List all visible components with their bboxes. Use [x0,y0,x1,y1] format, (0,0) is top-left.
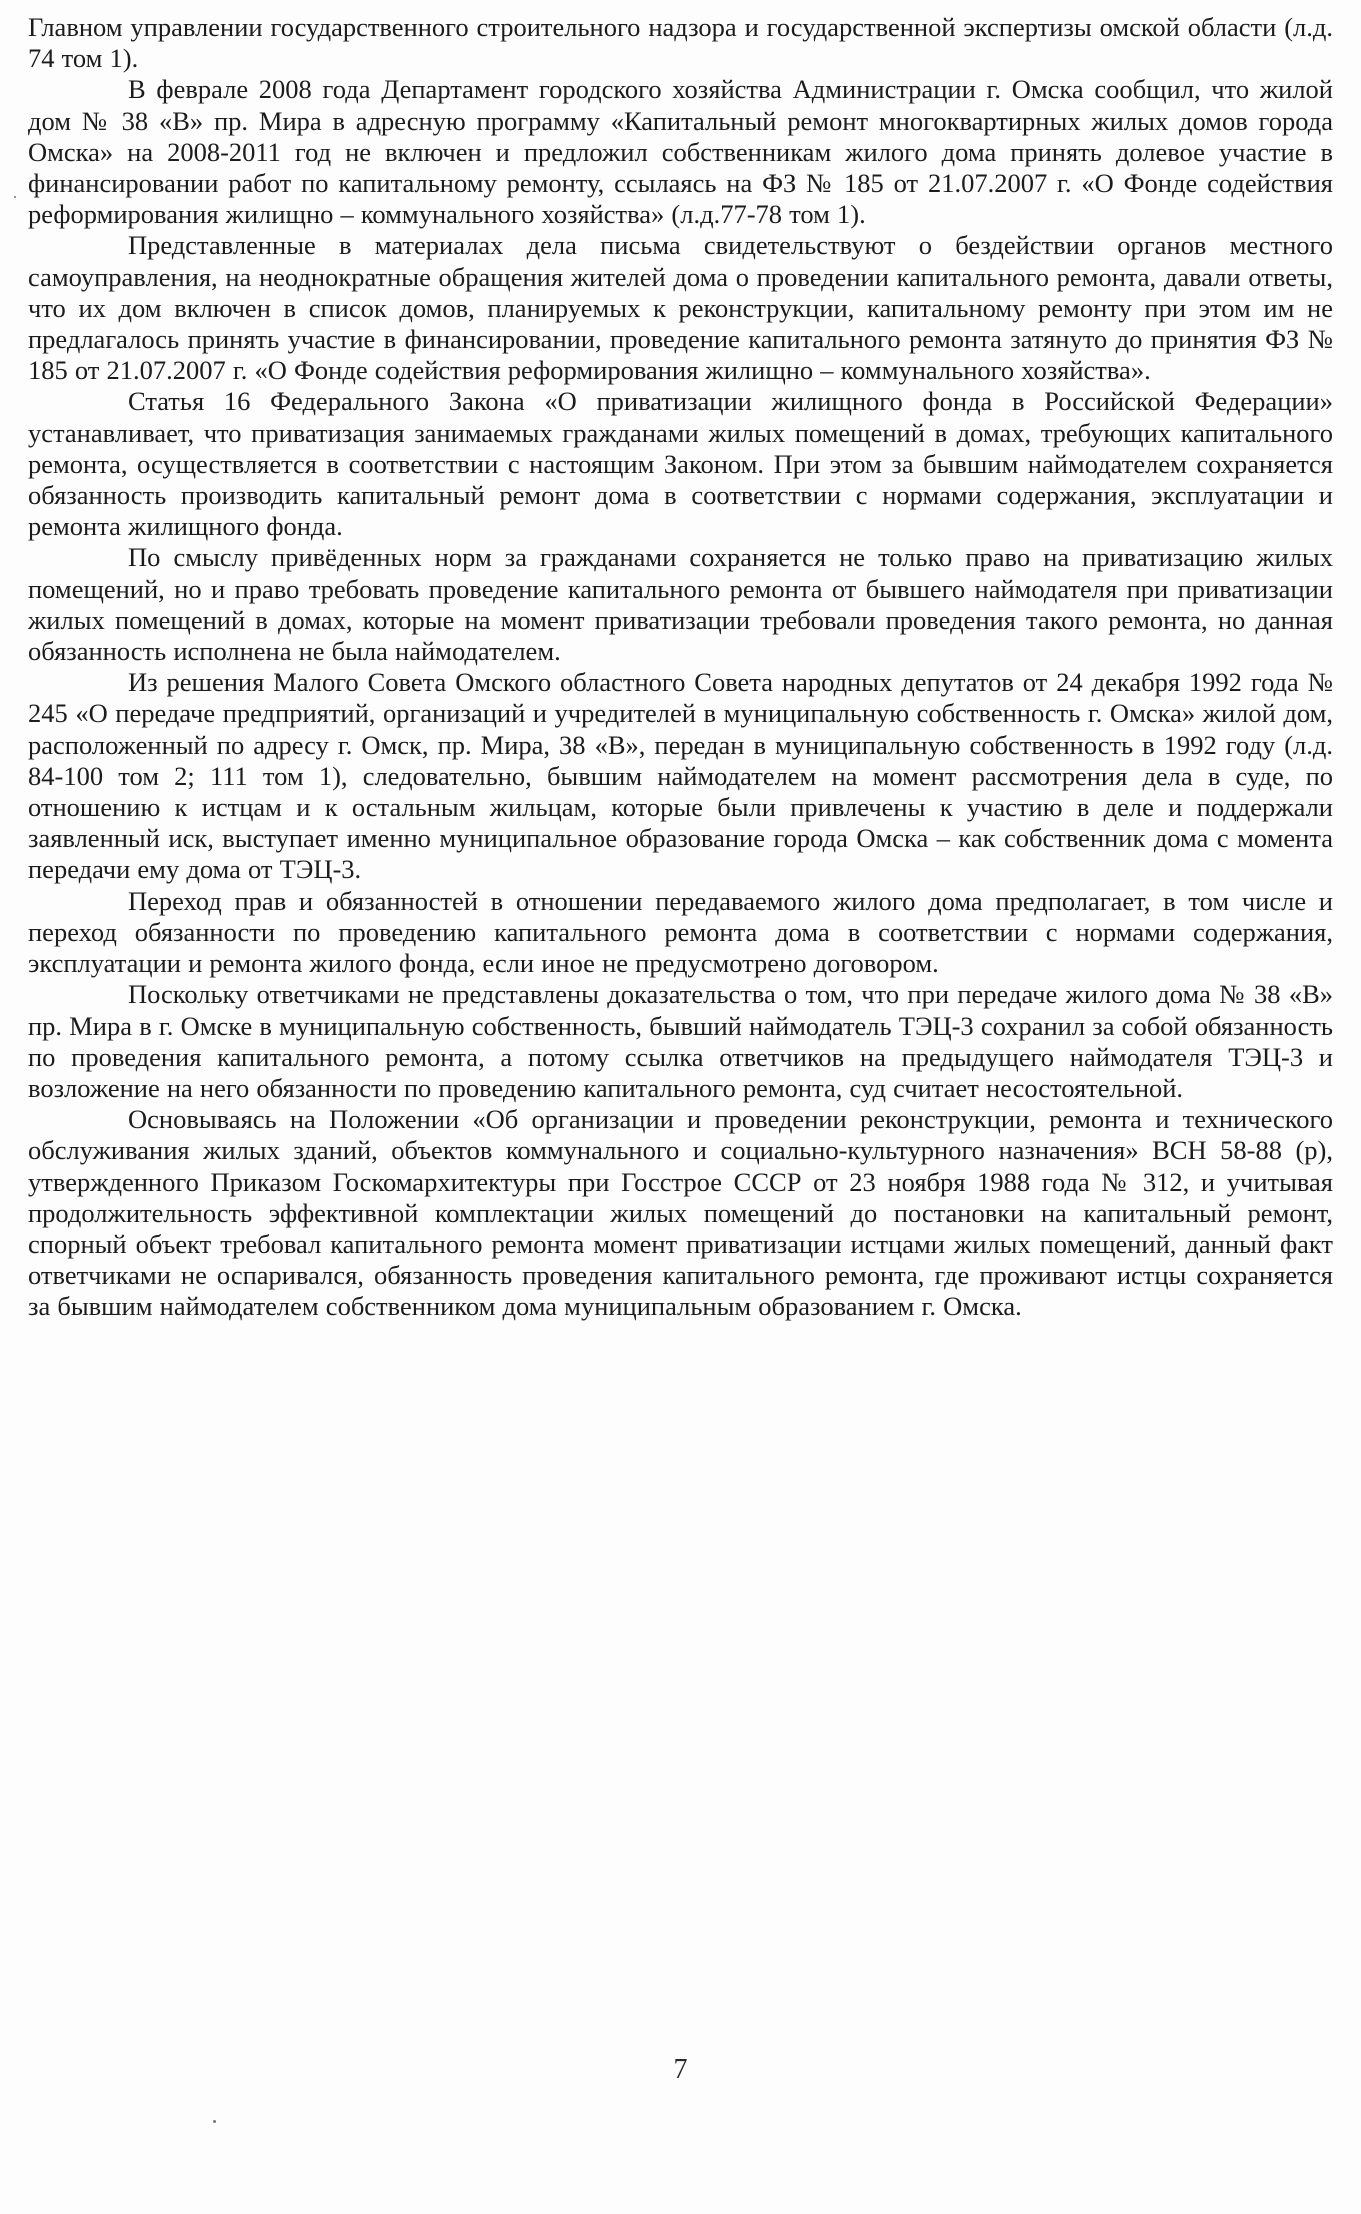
paragraph-1: Главном управлении государственного строительного надзора и государственной экспертизы омской области (л.д. 74 том 1). [28,12,1333,74]
paragraph-4: Статья 16 Федерального Закона «О приватизации жилищного фонда в Российской Федерации» устанавливает, что приватизация занимаемых гражданами жилых помещений в домах, требующих капитального ремонта, осуществляется в соответствии с настоящим Законом. При этом за бывшим наймодателем сохраняется обязанность производить капитальный ремонт дома в соответствии с нормами содержания, эксплуатации и ремонта жилищного фонда. [28,386,1333,542]
paragraph-6: Из решения Малого Совета Омского областного Совета народных депутатов от 24 декабря 1992 года № 245 «О передаче предприятий, организаций и учредителей в муниципальную собственность г. Омска» жилой дом, расположенный по адресу г. Омск, пр. Мира, 38 «В», передан в муниципальную собственность в 1992 году (л.д. 84-100 том 2; 111 том 1), следовательно, бывшим наймодателем на момент рассмотрения дела в суде, по отношению к истцам и к остальным жильцам, которые были привлечены к участию в деле и поддержали заявленный иск, выступает именно муниципальное образование города Омска – как собственник дома с момента передачи ему дома от ТЭЦ-3. [28,667,1333,885]
scan-speck [14,196,16,198]
paragraph-7: Переход прав и обязанностей в отношении передаваемого жилого дома предполагает, в том числе и переход обязанности по проведению капитального ремонта дома в соответствии с нормами содержания, эксплуатации и ремонта жилого фонда, если иное не предусмотрено договором. [28,885,1333,979]
page-number: 7 [673,2054,688,2085]
document-body [28,12,1333,1323]
paragraph-2: В феврале 2008 года Департамент городского хозяйства Администрации г. Омска сообщил, что жилой дом № 38 «В» пр. Мира в адресную программу «Капитальный ремонт многоквартирных жилых домов города Омска» на 2008-2011 год не включен и предложил собственникам жилого дома принять долевое участие в финансировании работ по капитальному ремонту, ссылаясь на ФЗ № 185 от 21.07.2007 г. «О Фонде содействия реформирования жилищно – коммунального хозяйства» (л.д.77-78 том 1). [28,74,1333,230]
paragraph-8: Поскольку ответчиками не представлены доказательства о том, что при передаче жилого дома № 38 «В» пр. Мира в г. Омске в муниципальную собственность, бывший наймодатель ТЭЦ-3 сохранил за собой обязанность по проведения капитального ремонта, а потому ссылка ответчиков на предыдущего наймодателя ТЭЦ-3 и возложение на него обязанности по проведению капитального ремонта, суд считает несостоятельной. [28,979,1333,1103]
paragraph-3: Представленные в материалах дела письма свидетельствуют о бездействии органов местного самоуправления, на неоднократные обращения жителей дома о проведении капитального ремонта, давали ответы, что их дом включен в список домов, планируемых к реконструкции, капитальному ремонту при этом им не предлагалось принять участие в финансировании, проведение капитального ремонта затянуто до принятия ФЗ № 185 от 21.07.2007 г. «О Фонде содействия реформирования жилищно – коммунального хозяйства». [28,230,1333,386]
scan-speck [213,2120,216,2123]
paragraph-9: Основываясь на Положении «Об организации и проведении реконструкции, ремонта и технического обслуживания жилых зданий, объектов коммунального и социально-культурного назначения» ВСН 58-88 (р), утвержденного Приказом Госкомархитектуры при Госстрое СССР от 23 ноября 1988 года № 312, и учитывая продолжительность эффективной комплектации жилых помещений до постановки на капитальный ремонт, спорный объект требовал капитального ремонта момент приватизации истцами жилых помещений, данный факт ответчиками не оспаривался, обязанность проведения капитального ремонта, где проживают истцы сохраняется за бывшим наймодателем собственником дома муниципальным образованием г. Омска. [28,1104,1333,1322]
paragraph-5: По смыслу привёденных норм за гражданами сохраняется не только право на приватизацию жилых помещений, но и право требовать проведение капитального ремонта от бывшего наймодателя при приватизации жилых помещений в домах, которые на момент приватизации требовали проведения такого ремонта, но данная обязанность исполнена не была наймодателем. [28,542,1333,667]
